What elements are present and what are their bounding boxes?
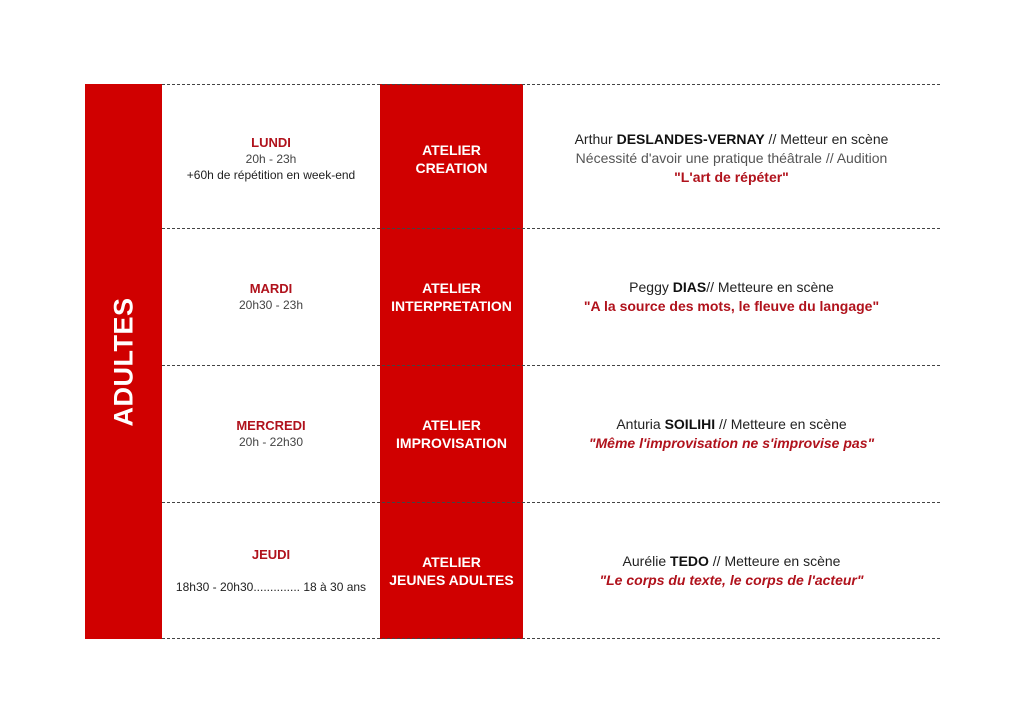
day-extra: +60h de répétition en week-end [186, 168, 356, 182]
day-name: MARDI [249, 281, 293, 296]
atelier-line-1: ATELIER [422, 141, 481, 158]
day-time: 20h30 - 23h [238, 298, 304, 312]
day-cell [162, 365, 380, 502]
section-label: ADULTES [108, 297, 138, 426]
instructor-role: // Metteur en scène [764, 131, 889, 147]
description-cell [523, 228, 940, 365]
atelier-cell [380, 365, 523, 502]
day-time: 20h - 22h30 [238, 435, 304, 449]
atelier-line-1: ATELIER [422, 416, 481, 433]
instructor-line [575, 130, 889, 149]
table-row [162, 228, 940, 365]
atelier-line-1: ATELIER [422, 553, 481, 570]
description-cell [523, 365, 940, 502]
workshop-quote: "L'art de répéter" [674, 169, 789, 185]
day-name: JEUDI [251, 547, 291, 562]
instructor-first-name: Arthur [574, 131, 617, 147]
instructor-role: // Metteure en scène [708, 552, 841, 569]
instructor-role: // Metteure en scène [706, 278, 834, 295]
atelier-line-2: JEUNES ADULTES [389, 571, 514, 588]
day-time: 20h - 23h [245, 152, 297, 166]
atelier-cell [380, 502, 523, 639]
instructor-last-name: DIAS [672, 278, 707, 295]
divider-top [162, 84, 940, 85]
instructor-first-name: Aurélie [622, 552, 671, 569]
instructor-first-name: Peggy [629, 278, 673, 295]
atelier-line-2: CREATION [415, 159, 488, 176]
atelier-cell [380, 90, 523, 227]
workshop-quote: "A la source des mots, le fleuve du langage" [583, 297, 880, 314]
table-row [162, 90, 940, 227]
day-name: MERCREDI [236, 418, 306, 433]
day-cell [162, 502, 380, 639]
table-row [162, 365, 940, 502]
instructor-first-name: Anturia [616, 415, 665, 432]
instructor-line [616, 415, 846, 434]
workshop-quote: "Même l'improvisation ne s'improvise pas" [588, 434, 875, 451]
instructor-line [629, 278, 834, 297]
instructor-line [623, 552, 841, 571]
table-row [162, 502, 940, 639]
day-cell [162, 228, 380, 365]
instructor-role: // Metteure en scène [715, 415, 847, 432]
atelier-cell [380, 228, 523, 365]
instructor-last-name: DESLANDES-VERNAY [616, 131, 765, 147]
schedule-table [85, 84, 940, 639]
atelier-line-2: INTERPRETATION [391, 297, 512, 314]
requirement-note: Nécessité d'avoir une pratique théâtrale // Audition [575, 150, 888, 166]
description-cell [523, 90, 940, 227]
day-cell [162, 90, 380, 227]
instructor-last-name: TEDO [670, 552, 709, 569]
day-time-age: 18h30 - 20h30.............. 18 à 30 ans [175, 580, 367, 594]
atelier-line-1: ATELIER [422, 279, 481, 296]
day-name: LUNDI [251, 135, 291, 150]
section-band [85, 84, 162, 639]
instructor-last-name: SOILIHI [664, 415, 716, 432]
atelier-line-2: IMPROVISATION [396, 434, 507, 451]
workshop-quote: "Le corps du texte, le corps de l'acteur" [599, 571, 864, 588]
description-cell [523, 502, 940, 639]
